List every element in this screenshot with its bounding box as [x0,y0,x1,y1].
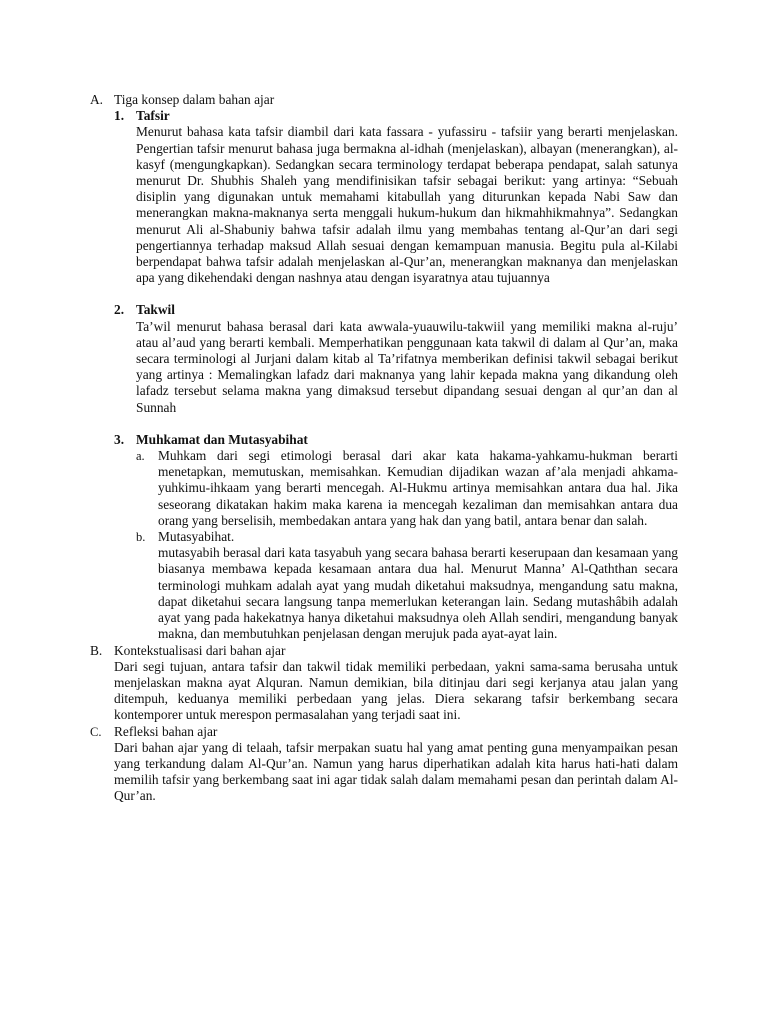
section-a-title: Tiga konsep dalam bahan ajar [114,92,275,107]
section-b-text: Dari segi tujuan, antara tafsir dan takwil tidak memiliki perbedaan, yakni sama-sama berusaha untuk menjelaskan makna ayat Alquran. Namun demikian, bila ditinjau dari segi kerjanya atau jalan yang ditempuh, keduanya memiliki perbedaan yang jelas. Diera sekarang tafsir berkembang secara kontemporer untuk merespon permasalahan yang terjadi saat ini. [114,658,678,723]
section-b-marker: B. [90,642,103,658]
subitem-mutasyabihat-text: mutasyabih berasal dari kata tasyabuh yang secara bahasa berarti keserupaan dan kesamaan yang biasanya membawa kepada kesamaan antara dua hal. Menurut Manna’ Al-Qaththan secara terminologi muhkam adalah ayat yang mudah diketahui maksudnya, mengandung satu makna, dapat diketahui secara langsung tanpa memerlukan keterangan lain. Sedang mutashâbih adalah ayat yang pada hakekatnya hanya diketahui maksudnya oleh Allah sendiri, mengandung banyak makna, dan membutuhkan penjelasan dengan merujuk pada ayat-ayat lain. [158,545,678,642]
section-a-marker: A. [90,92,104,107]
section-c-title: Refleksi bahan ajar [114,723,218,739]
item-muhkamat-number: 3. [114,431,125,447]
document-body [90,92,678,805]
section-c [90,724,678,805]
subitem-mutasyabihat-marker: b. [136,530,146,545]
item-takwil-number: 2. [114,302,125,318]
item-takwil-text: Ta’wil menurut bahasa berasal dari kata awwala-yuauwilu-takwiil yang memiliki makna al-ruju’ atau al’aud yang berarti kembali. Memperhatikan penggunaan kata takwil di dalam al Qur’an, maka secara terminologi al Jurjani dalam kitab al Ta’rifatnya memberikan definisi takwil sebagai berikut yang artinya : Memalingkan lafadz dari maknanya yang lahir kepada makna yang dikandung oleh lafadz tersebut selama makna yang dimaksud tersebut dipandang sesuai dengan al qur’an dan al Sunnah [136,318,678,415]
item-tafsir-text: Menurut bahasa kata tafsir diambil dari kata fassara - yufassiru - tafsiir yang berarti menjelaskan. Pengertian tafsir menurut bahasa juga bermakna al-idhah (menjelaskan), albayan (menerangkan), al-kasyf (mengungkapkan). Sedangkan secara terminology terdapat beberapa pendapat, salah satunya menurut Dr. Shubhis Shaleh yang mendifinisikan tafsir sebagai berikut: yang artinya: “Sebuah disiplin yang digunakan untuk memahami kitabullah yang diturunkan kepada Nabi Saw dan menerangkan makna-maknanya serta menggali hukum-hukum dan hikmahhikmahnya”. Sedangkan menurut Ali al-Shabuniy bahwa tafsir adalah ilmu yang membahas tentang al-Qur’an dari segi pengertiannya terhadap maksud Allah sesuai dengan kemampuan manusia. Begitu pula al-Kilabi berpendapat bahwa tafsir adalah menjelaskan al-Qur’an, menerangkan maknanya dan menjelaskan apa yang dikehendaki dengan nashnya atau dengan isyaratnya atau tujuannya [136,124,678,286]
item-muhkamat-title: Muhkamat dan Mutasyabihat [136,431,308,447]
item-takwil [114,302,678,415]
section-c-marker: C. [90,724,102,739]
subitem-muhkam-marker: a. [136,449,145,464]
subitem-muhkam-text: Muhkam dari segi etimologi berasal dari akar kata hakama-yahkamu-hukman berarti menetapkan, memutuskan, memisahkan. Kemudian dijadikan wazan af’ala menjadi ahkama-yuhkimu-ihkaam yang berarti mencegah. Al-Hukmu artinya memisahkan antara dua hal. Jika seseorang dikatakan hakim maka karena ia mencegah kezaliman dan memisahkan antara dua orang yang berselisih, membedakan antara yang hak dan yang batil, antara benar dan salah. [158,448,678,528]
item-muhkamat [114,432,678,643]
section-c-text: Dari bahan ajar yang di telaah, tafsir merpakan suatu hal yang amat penting guna menyampaikan pesan yang terkandung dalam Al-Qur’an. Namun yang harus diperhatikan adalah kita harus hati-hati dalam memilih tafsir yang berkembang saat ini agar tidak salah dalam memahami pesan dan perintah dalam Al-Qur’an. [114,739,678,804]
subitem-muhkam [136,448,678,529]
subitem-mutasyabihat-heading: Mutasyabihat. [158,529,235,545]
section-a [90,92,678,643]
item-tafsir-title: Tafsir [136,108,170,124]
section-b [90,643,678,724]
subitem-mutasyabihat [136,529,678,642]
item-takwil-title: Takwil [136,302,175,318]
item-tafsir-number: 1. [114,108,125,124]
item-tafsir [114,108,678,286]
section-b-title: Kontekstualisasi dari bahan ajar [114,642,286,658]
